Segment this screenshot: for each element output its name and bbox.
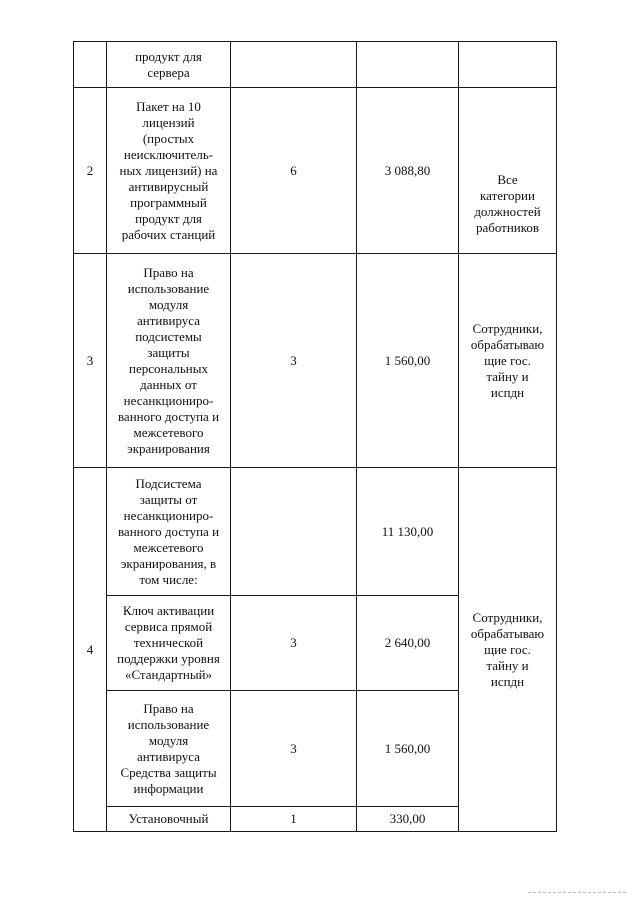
item-price: 330,00 [357,807,459,832]
row-number [74,42,107,88]
table-row [74,42,557,88]
item-name: Пакет на 10 лицензий (простых неисключитель- ных лицензий) на антивирусный программный продукт для рабочих станций [107,88,231,254]
item-quantity: 3 [231,691,357,807]
table-row [74,88,557,254]
item-price: 1 560,00 [357,691,459,807]
page-edge-mark [528,892,626,893]
table-row [74,468,557,596]
license-cost-table [73,41,557,832]
item-name: Право на использование модуля антивируса Средства защиты информации [107,691,231,807]
item-name: Установочный [107,807,231,832]
row-number: 4 [74,468,107,832]
employee-category: Сотрудники, обрабатываю щие гос. тайну и испдн [459,254,557,468]
item-name: Подсистема защиты от несанкциониро- ванного доступа и межсетевого экранирования, в том числе: [107,468,231,596]
item-quantity: 1 [231,807,357,832]
item-name: Право на использование модуля антивируса подсистемы защиты персональных данных от несанкциониро- ванного доступа и межсетевого экранирования [107,254,231,468]
item-quantity [231,468,357,596]
table-row [74,254,557,468]
item-price: 2 640,00 [357,596,459,691]
item-quantity: 6 [231,88,357,254]
item-quantity: 3 [231,254,357,468]
employee-category [459,42,557,88]
item-quantity [231,42,357,88]
item-price: 1 560,00 [357,254,459,468]
item-quantity: 3 [231,596,357,691]
row-number: 2 [74,88,107,254]
row-number: 3 [74,254,107,468]
employee-category: Все категории должностей работников [459,88,557,254]
item-price [357,42,459,88]
item-name: Ключ активации сервиса прямой технической поддержки уровня «Стандартный» [107,596,231,691]
item-price: 11 130,00 [357,468,459,596]
item-name: продукт для сервера [107,42,231,88]
employee-category: Сотрудники, обрабатываю щие гос. тайну и испдн [459,468,557,832]
item-price: 3 088,80 [357,88,459,254]
